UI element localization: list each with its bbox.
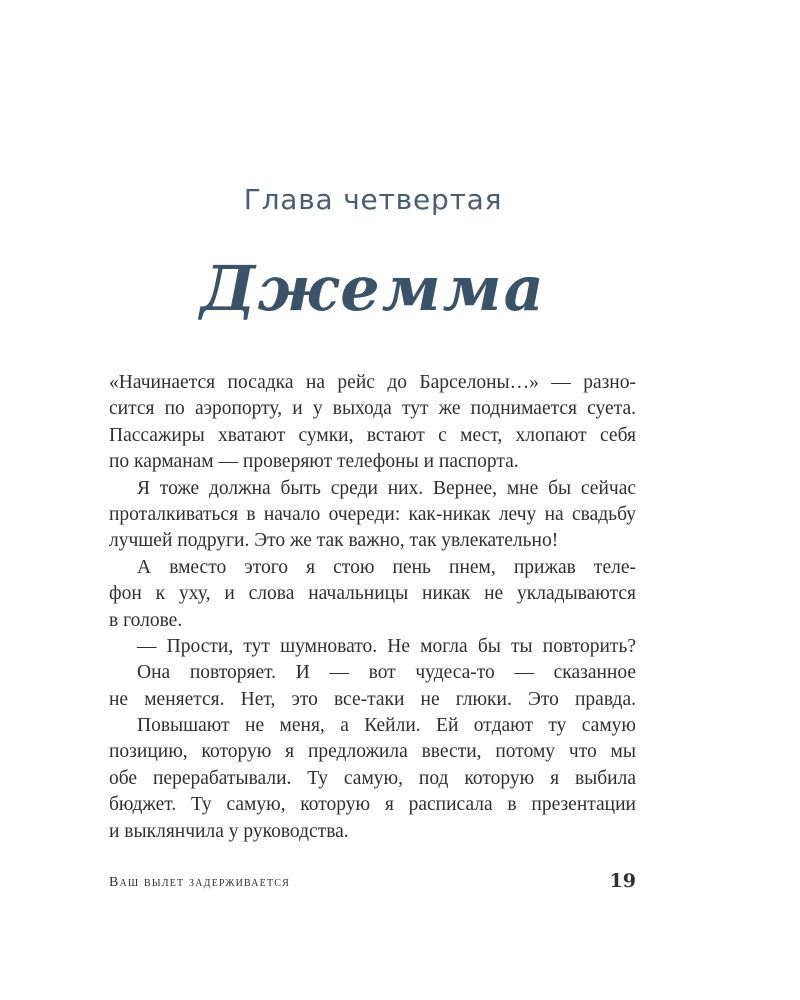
text-line: позицию, которую я предложила ввести, потому что мы (109, 741, 636, 763)
page-number: 19 (609, 870, 636, 892)
text-line: Я тоже должна быть среди них. Вернее, мне бы сейчас (137, 477, 636, 499)
text-line: в голове. (109, 609, 183, 631)
text-line: — Прости, тут шумновато. Не могла бы ты повторить? (137, 635, 636, 657)
running-title: Ваш вылет задерживается (109, 875, 291, 890)
body-text (109, 370, 636, 845)
text-line: Она повторяет. И — вот чудеса-то — сказанное (137, 662, 636, 684)
text-line: обе перерабатывали. Ту самую, под которую я выбила (109, 767, 636, 789)
text-line: и выклянчила у руководства. (109, 820, 349, 842)
chapter-title: Джемма (200, 252, 546, 325)
text-line: по карманам — проверяют телефоны и паспорта. (109, 451, 519, 473)
text-line: проталкиваться в начало очереди: как-никак лечу на свадьбу (109, 503, 636, 525)
text-line: лучшей подруги. Это же так важно, так увлекательно! (109, 530, 559, 552)
text-line: фон к уху, и слова начальницы никак не укладываются (109, 583, 636, 605)
text-line: не меняется. Нет, это все-таки не глюки. Это правда. (109, 688, 636, 710)
text-line: «Начинается посадка на рейс до Барселоны…» — разно- (109, 372, 636, 393)
text-line: сится по аэропорту, и у выхода тут же поднимается суета. (109, 398, 636, 420)
chapter-label: Глава четвертая (243, 183, 503, 216)
text-line: бюджет. Ту самую, которую я расписала в презентации (109, 794, 636, 816)
text-line: А вместо этого я стою пень пнем, прижав теле- (137, 556, 636, 578)
text-line: Повышают не меня, а Кейли. Ей отдают ту самую (137, 715, 636, 737)
text-line: Пассажиры хватают сумки, встают с мест, хлопают себя (109, 424, 636, 446)
